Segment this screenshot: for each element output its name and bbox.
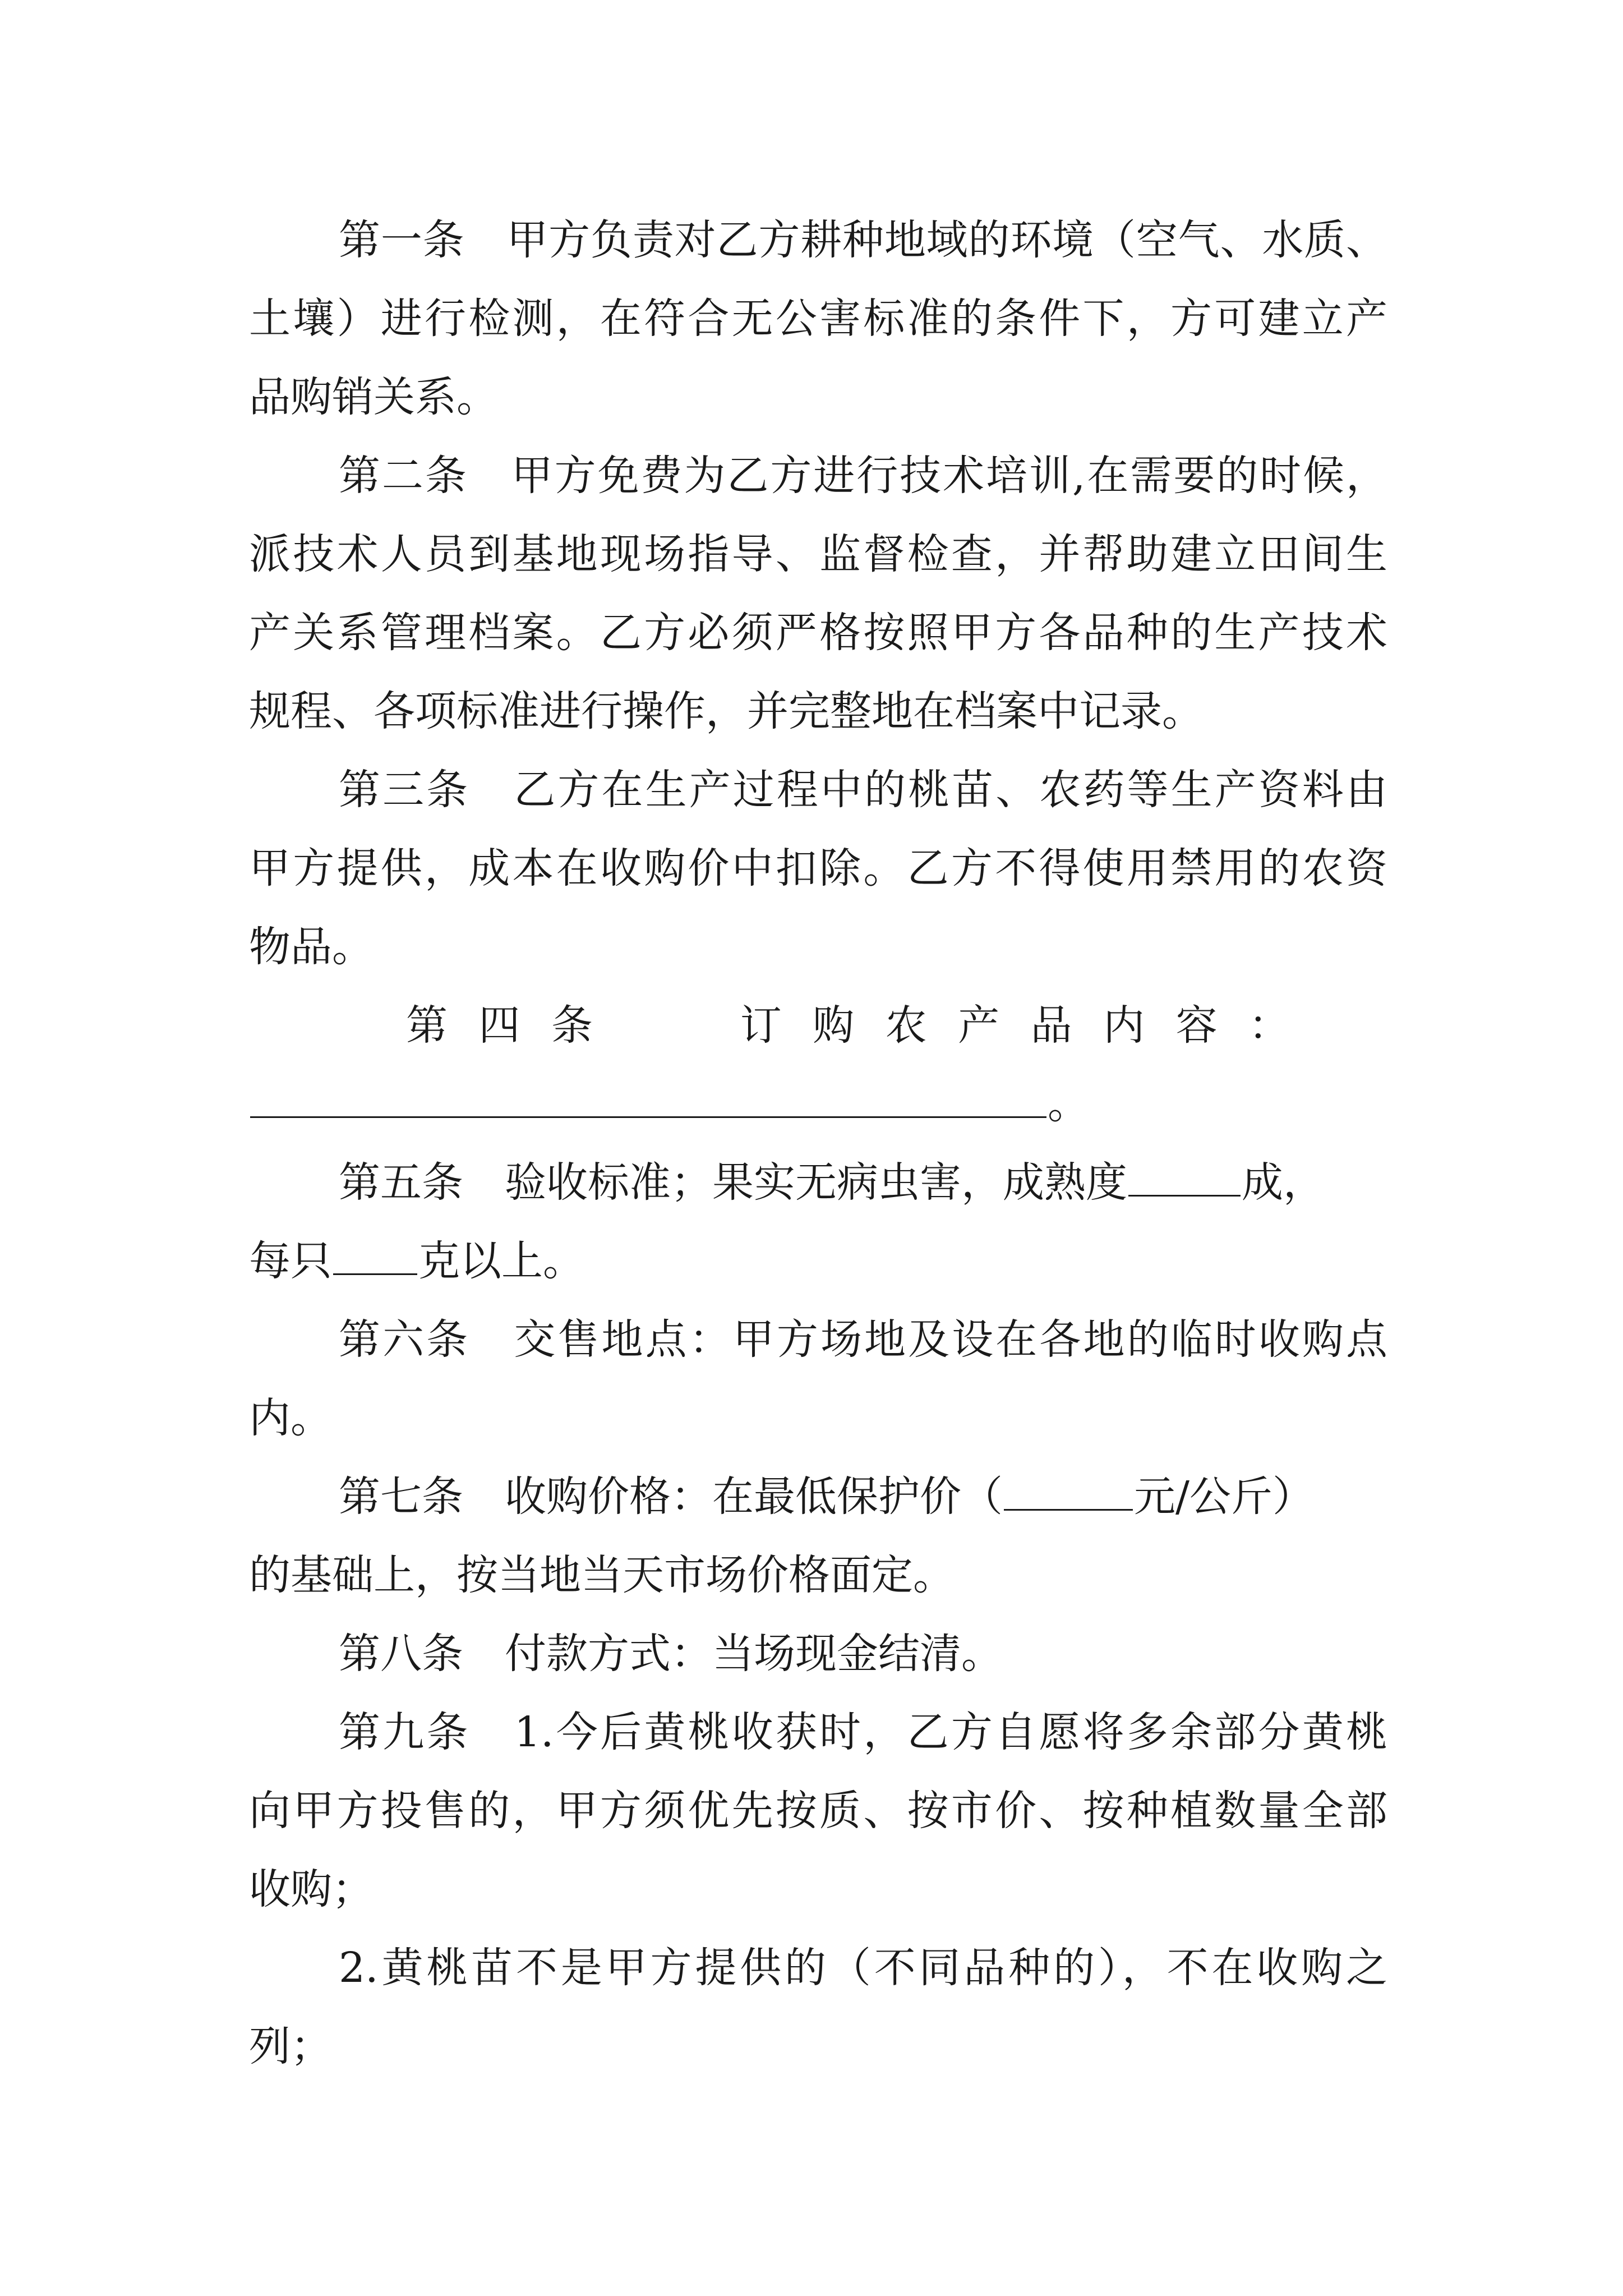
article-2-line-3: 产关系管理档案。乙方必须严格按照甲方各品种的生产技术 <box>249 609 1387 657</box>
article-2-line-2: 派技术人员到基地现场指导、监督检查，并帮助建立田间生 <box>249 530 1387 578</box>
article-4-text: 订购农产品内容： <box>740 1001 1321 1050</box>
item-2-line-1: 2.黄桃苗不是甲方提供的（不同品种的），不在收购之 <box>339 1944 1387 1992</box>
article-4-line-1 <box>406 997 1387 1053</box>
article-7-line-2: 的基础上，按当地当天市场价格面定。 <box>249 1551 955 1599</box>
article-6-line-1: 第六条 交售地点：甲方场地及设在各地的临时收购点 <box>339 1315 1387 1364</box>
article-5-l2-pre: 每只 <box>249 1237 332 1285</box>
price-blank <box>1004 1470 1133 1511</box>
article-3-line-3: 物品。 <box>249 923 374 971</box>
article-9-line-3: 收购； <box>249 1865 374 1913</box>
article-9-line-2: 向甲方投售的，甲方须优先按质、按市价、按种植数量全部 <box>249 1787 1387 1835</box>
article-5-line-1 <box>339 1154 1387 1211</box>
maturity-blank <box>1128 1156 1241 1197</box>
article-3-line-1: 第三条 乙方在生产过程中的桃苗、农药等生产资料由 <box>339 766 1387 814</box>
article-7-pre: 第七条 收购价格：在最低保护价（ <box>339 1473 1003 1521</box>
article-4-blank <box>250 1077 1046 1118</box>
article-5-pre: 第五条 验收标准；果实无病虫害，成熟度 <box>339 1158 1127 1207</box>
article-8-line-1: 第八条 付款方式：当场现金结清。 <box>339 1630 1003 1678</box>
article-9-line-1: 第九条 1.今后黄桃收获时，乙方自愿将多余部分黄桃 <box>339 1708 1387 1756</box>
article-4-line-2 <box>249 1076 1387 1132</box>
article-3-line-2: 甲方提供，成本在收购价中扣除。乙方不得使用禁用的农资 <box>249 844 1387 892</box>
article-5-post: 成， <box>1242 1158 1325 1207</box>
article-2-line-4: 规程、各项标准进行操作，并完整地在档案中记录。 <box>249 687 1204 735</box>
article-7-line-1 <box>339 1469 1387 1525</box>
article-7-post: 元/公斤） <box>1134 1473 1314 1521</box>
article-4-label: 第四条 <box>406 1001 624 1050</box>
article-4-end: 。 <box>1048 1080 1089 1128</box>
weight-blank <box>333 1234 417 1275</box>
article-5-line-2 <box>249 1233 1387 1289</box>
article-2-line-1: 第二条 甲方免费为乙方进行技术培训,在需要的时候， <box>339 452 1387 500</box>
article-1-line-1: 第一条 甲方负责对乙方耕种地域的环境（空气、水质、 <box>339 216 1387 264</box>
article-5-l2-post: 克以上。 <box>418 1237 584 1285</box>
article-1-line-2: 土壤）进行检测，在符合无公害标准的条件下，方可建立产 <box>249 295 1387 343</box>
item-2-line-2: 列； <box>249 2022 332 2070</box>
article-1-line-3: 品购销关系。 <box>249 373 498 421</box>
article-6-line-2: 内。 <box>249 1394 332 1442</box>
